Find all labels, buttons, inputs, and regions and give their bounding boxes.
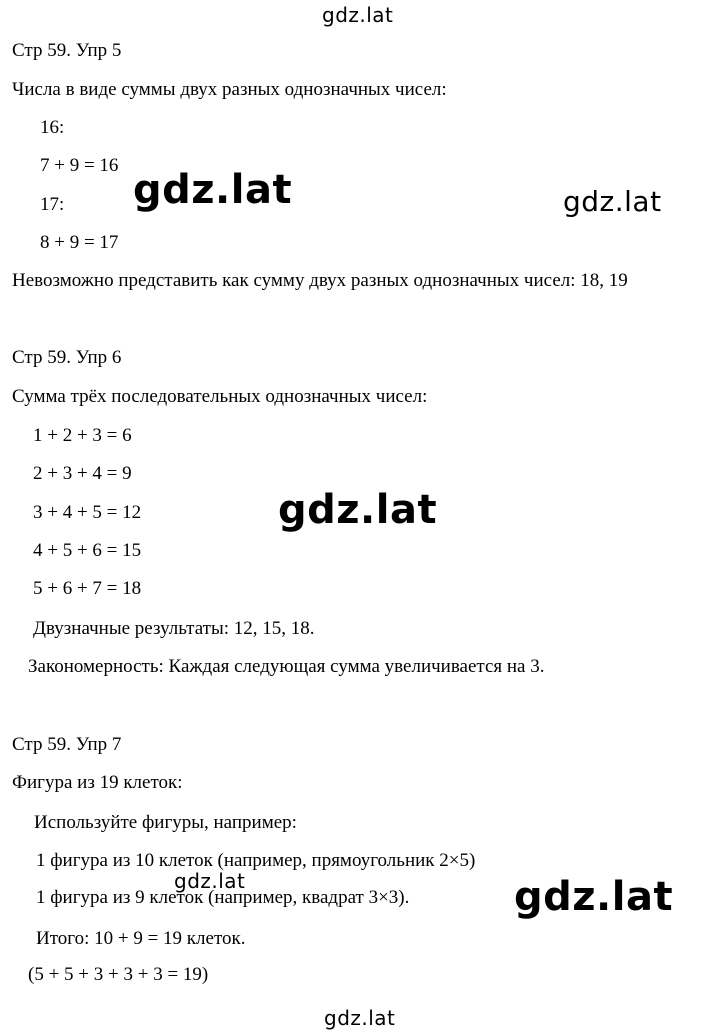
answer-line: 5 + 6 + 7 = 18 <box>33 578 142 599</box>
results-line: Двузначные результаты: 12, 15, 18. <box>33 618 315 639</box>
answer-line: 2 + 3 + 4 = 9 <box>33 463 132 484</box>
watermark-large: gdz.lat <box>278 487 438 533</box>
answer-line: Итого: 10 + 9 = 19 клеток. <box>36 928 246 949</box>
section-conclusion: Невозможно представить как сумму двух разных однозначных чисел: 18, 19 <box>12 270 628 291</box>
watermark-bottom: gdz.lat <box>324 1006 396 1030</box>
watermark-large: gdz.lat <box>514 874 674 920</box>
answer-line: 16: <box>40 117 65 138</box>
section-heading: Стр 59. Упр 7 <box>12 734 122 755</box>
section-heading: Стр 59. Упр 6 <box>12 347 122 368</box>
watermark-small: gdz.lat <box>174 869 246 893</box>
answer-line: 1 + 2 + 3 = 6 <box>33 425 132 446</box>
section-intro: Фигура из 19 клеток: <box>12 772 183 793</box>
watermark-top: gdz.lat <box>322 3 394 27</box>
answer-line: 4 + 5 + 6 = 15 <box>33 540 142 561</box>
section-intro: Числа в виде суммы двух разных однозначных чисел: <box>12 79 447 100</box>
answer-line: 1 фигура из 9 клеток (например, квадрат 3×3). <box>36 887 410 908</box>
answer-line: 17: <box>40 194 65 215</box>
answer-line: 8 + 9 = 17 <box>40 232 119 253</box>
watermark-medium: gdz.lat <box>563 185 662 218</box>
pattern-line: Закономерность: Каждая следующая сумма увеличивается на 3. <box>28 656 545 677</box>
section-heading: Стр 59. Упр 5 <box>12 40 122 61</box>
answer-line: Используйте фигуры, например: <box>34 812 297 833</box>
answer-line: (5 + 5 + 3 + 3 + 3 = 19) <box>28 964 209 985</box>
answer-line: 7 + 9 = 16 <box>40 155 119 176</box>
watermark-large: gdz.lat <box>133 167 293 213</box>
answer-line: 1 фигура из 10 клеток (например, прямоугольник 2×5) <box>36 850 476 871</box>
section-intro: Сумма трёх последовательных однозначных чисел: <box>12 386 428 407</box>
answer-line: 3 + 4 + 5 = 12 <box>33 502 142 523</box>
